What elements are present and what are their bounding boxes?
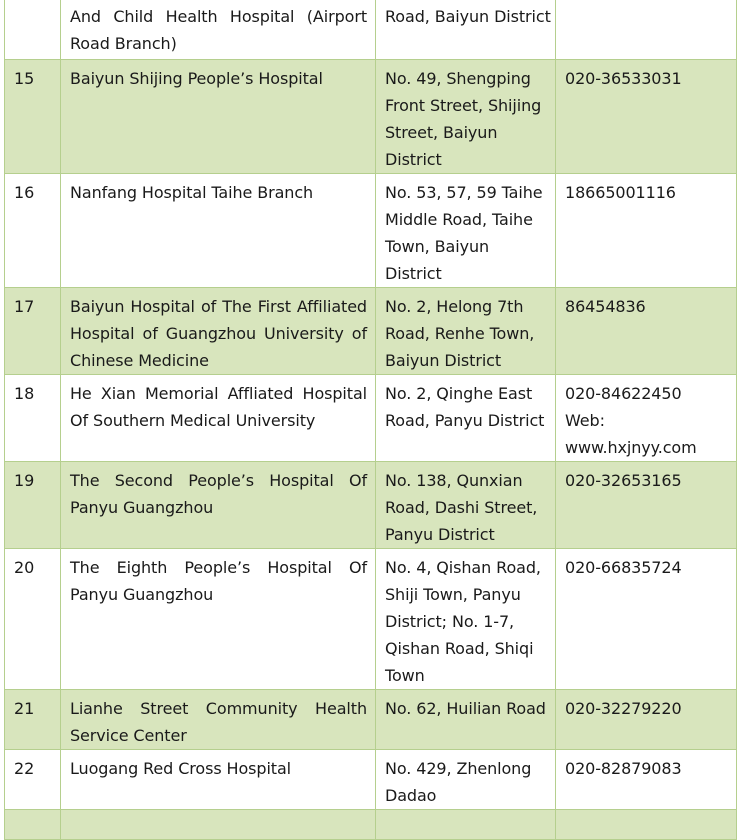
address-line: No. 4, Qishan Road, xyxy=(385,558,541,577)
hospital-name: He Xian Memorial Affliated Hospital Of Southern Medical University xyxy=(61,375,376,462)
phone-line: 86454836 xyxy=(565,297,646,316)
hospital-address xyxy=(376,810,556,840)
table-row xyxy=(5,549,737,690)
address-line: Road, Baiyun District xyxy=(385,7,551,26)
hospital-phone xyxy=(556,174,737,288)
hospital-address xyxy=(376,0,556,60)
table-row xyxy=(5,174,737,288)
address-line: Qishan Road, Shiqi xyxy=(385,639,534,658)
table-row xyxy=(5,288,737,375)
table-row xyxy=(5,810,737,840)
hospital-phone xyxy=(556,690,737,750)
address-line: No. 49, Shengping xyxy=(385,69,531,88)
hospital-address xyxy=(376,750,556,810)
hospital-name: The Second People’s Hospital Of Panyu Guangzhou xyxy=(61,462,376,549)
hospital-name: The Eighth People’s Hospital Of Panyu Guangzhou xyxy=(61,549,376,690)
phone-line: 020-32653165 xyxy=(565,471,682,490)
table-row xyxy=(5,750,737,810)
table-row xyxy=(5,60,737,174)
hospital-phone xyxy=(556,810,737,840)
address-line: District; No. 1-7, xyxy=(385,612,515,631)
hospital-name: Baiyun Hospital of The First Affiliated Hospital of Guangzhou University of Chinese Medicine xyxy=(61,288,376,375)
address-line: No. 138, Qunxian xyxy=(385,471,523,490)
hospital-name: Baiyun Shijing People’s Hospital xyxy=(61,60,376,174)
address-line: Town, Baiyun xyxy=(385,237,490,256)
address-line: No. 53, 57, 59 Taihe xyxy=(385,183,543,202)
row-number xyxy=(5,0,61,60)
address-line: Front Street, Shijing xyxy=(385,96,542,115)
hospital-name: Lianhe Street Community Health Service Center xyxy=(61,690,376,750)
address-line: No. 429, Zhenlong xyxy=(385,759,532,778)
phone-line: 18665001116 xyxy=(565,183,676,202)
hospital-address xyxy=(376,690,556,750)
hospital-phone xyxy=(556,288,737,375)
phone-line: 020-84622450 xyxy=(565,384,682,403)
hospital-directory-table xyxy=(4,0,737,840)
hospital-phone xyxy=(556,750,737,810)
row-number: 18 xyxy=(5,375,61,462)
address-line: Street, Baiyun xyxy=(385,123,498,142)
address-line: No. 2, Helong 7th xyxy=(385,297,524,316)
hospital-name: Luogang Red Cross Hospital xyxy=(61,750,376,810)
hospital-phone xyxy=(556,462,737,549)
website-line: www.hxjnyy.com xyxy=(565,438,697,457)
hospital-phone xyxy=(556,375,737,462)
hospital-name: And Child Health Hospital (Airport Road Branch) xyxy=(61,0,376,60)
phone-line: 020-66835724 xyxy=(565,558,682,577)
phone-line: Web: xyxy=(565,411,605,430)
address-line: Middle Road, Taihe xyxy=(385,210,533,229)
row-number: 17 xyxy=(5,288,61,375)
row-number: 20 xyxy=(5,549,61,690)
address-line: District xyxy=(385,150,442,169)
row-number xyxy=(5,810,61,840)
address-line: Town xyxy=(385,666,425,685)
row-number: 19 xyxy=(5,462,61,549)
address-line: No. 62, Huilian Road xyxy=(385,699,546,718)
address-line: Baiyun District xyxy=(385,351,502,370)
phone-line: 020-82879083 xyxy=(565,759,682,778)
table-row xyxy=(5,0,737,60)
hospital-address xyxy=(376,462,556,549)
hospital-name xyxy=(61,810,376,840)
hospital-name: Nanfang Hospital Taihe Branch xyxy=(61,174,376,288)
row-number: 16 xyxy=(5,174,61,288)
hospital-phone xyxy=(556,0,737,60)
address-line: Road, Renhe Town, xyxy=(385,324,535,343)
address-line: Road, Panyu District xyxy=(385,411,545,430)
hospital-phone xyxy=(556,60,737,174)
address-line: Road, Dashi Street, xyxy=(385,498,538,517)
hospital-address xyxy=(376,549,556,690)
address-line: Panyu District xyxy=(385,525,495,544)
address-line: Dadao xyxy=(385,786,437,805)
table-row xyxy=(5,462,737,549)
hospital-address xyxy=(376,375,556,462)
hospital-address xyxy=(376,288,556,375)
phone-line: 020-36533031 xyxy=(565,69,682,88)
address-line: No. 2, Qinghe East xyxy=(385,384,533,403)
row-number: 22 xyxy=(5,750,61,810)
row-number: 21 xyxy=(5,690,61,750)
table-row xyxy=(5,690,737,750)
address-line: Shiji Town, Panyu xyxy=(385,585,521,604)
address-line: District xyxy=(385,264,442,283)
hospital-address xyxy=(376,60,556,174)
hospital-phone xyxy=(556,549,737,690)
table-row xyxy=(5,375,737,462)
hospital-address xyxy=(376,174,556,288)
phone-line: 020-32279220 xyxy=(565,699,682,718)
row-number: 15 xyxy=(5,60,61,174)
